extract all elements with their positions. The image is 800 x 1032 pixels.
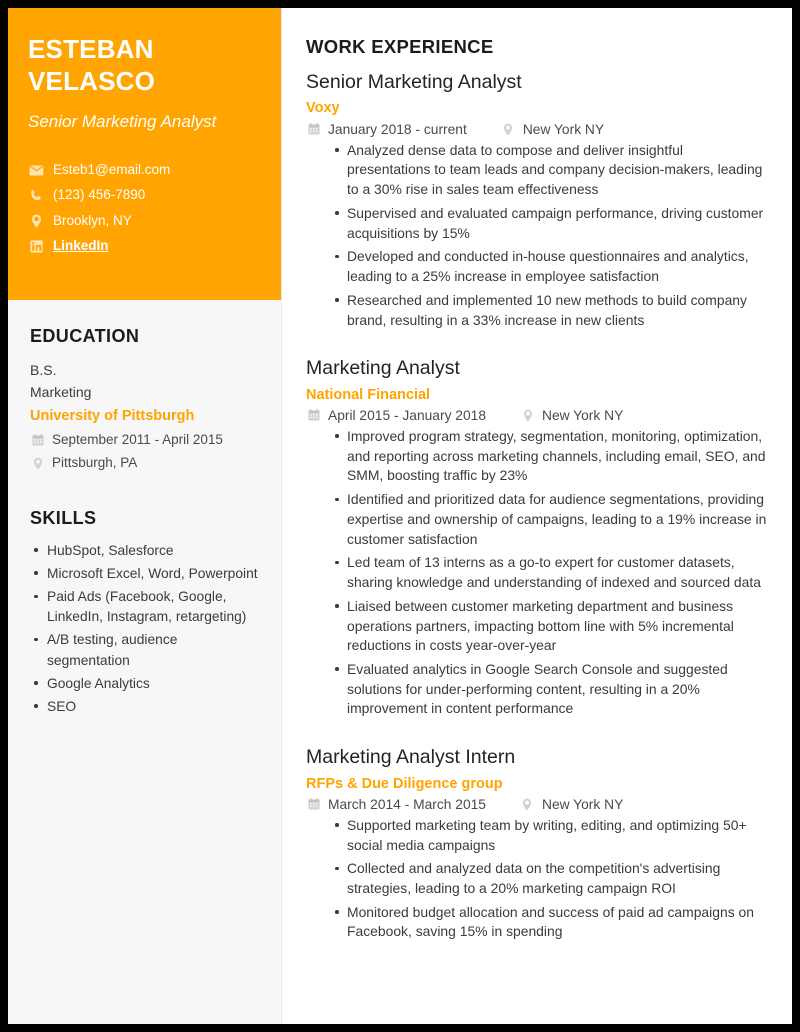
- job-location-text: New York NY: [522, 121, 605, 137]
- education-location-text: Pittsburgh, PA: [52, 454, 138, 470]
- candidate-name: ESTEBAN VELASCO: [28, 34, 156, 96]
- job-location: [501, 122, 604, 137]
- job-bullet: Liaised between customer marketing department and business operations partners, impacting bottom line with 5% incremental reductions in costs year-over-year: [332, 597, 770, 656]
- education-dates-text: September 2011 - April 2015: [52, 431, 223, 447]
- job-dates: [306, 122, 467, 137]
- calendar-icon: [306, 123, 321, 135]
- skill-item: A/B testing, audience segmentation: [30, 630, 261, 670]
- job-bullet: Supported marketing team by writing, editing, and optimizing 50+ social media campaigns: [332, 816, 770, 855]
- job-bullet-list: [306, 427, 770, 719]
- job-location: [520, 797, 623, 812]
- skill-item: Paid Ads (Facebook, Google, LinkedIn, Instagram, retargeting): [30, 587, 261, 627]
- contact-item-phone[interactable]: [28, 185, 261, 205]
- contact-linkedin-link[interactable]: LinkedIn: [53, 237, 109, 253]
- education-section: [30, 326, 261, 474]
- job-company: RFPs & Due Diligence group: [306, 775, 503, 792]
- education-heading: EDUCATION: [30, 326, 140, 346]
- location-pin-icon: [520, 409, 535, 422]
- education-degree: B.S.: [30, 362, 57, 378]
- contact-location-text: Brooklyn, NY: [53, 212, 132, 228]
- skill-item: Microsoft Excel, Word, Powerpoint: [30, 564, 261, 584]
- education-dates: [30, 430, 261, 451]
- job-company: National Financial: [306, 386, 431, 403]
- skill-item: HubSpot, Salesforce: [30, 541, 261, 561]
- skills-section: [30, 508, 261, 717]
- job-bullet: Led team of 13 interns as a go-to expert for customer datasets, sharing knowledge and understanding of indexed and sourced data: [332, 553, 770, 592]
- job-dates-text: April 2015 - January 2018: [328, 407, 486, 423]
- contact-item-email[interactable]: [28, 160, 261, 180]
- contact-item-location: [28, 211, 261, 231]
- job-dates: [306, 797, 486, 812]
- location-pin-icon: [501, 123, 516, 136]
- job-location-text: New York NY: [541, 796, 624, 812]
- skill-item: SEO: [30, 697, 261, 717]
- job-bullet-list: [306, 141, 770, 331]
- job-bullet: Collected and analyzed data on the competition's advertising strategies, leading to a 20% marketing campaign ROI: [332, 859, 770, 898]
- jobs-container: [306, 70, 770, 942]
- skills-list: [30, 541, 261, 717]
- job-bullet: Developed and conducted in-house questionnaires and analytics, leading to a 25% increase in employee satisfaction: [332, 247, 770, 286]
- job-company: Voxy: [306, 100, 340, 117]
- location-pin-icon: [520, 798, 535, 811]
- contact-list: [28, 160, 261, 256]
- phone-icon: [28, 189, 45, 202]
- skill-item: Google Analytics: [30, 674, 261, 694]
- job-entry: [306, 745, 770, 942]
- job-location-text: New York NY: [542, 407, 624, 423]
- job-meta: [306, 408, 770, 423]
- calendar-icon: [306, 409, 321, 421]
- sidebar: [8, 8, 282, 1024]
- job-meta: [306, 797, 770, 812]
- job-dates-text: March 2014 - March 2015: [328, 796, 486, 812]
- job-entry: [306, 70, 770, 330]
- envelope-icon: [28, 165, 45, 176]
- job-entry: [306, 356, 770, 719]
- job-bullet: Analyzed dense data to compose and deliver insightful presentations to team leads and company decision-makers, leading to a 30% rise in sales team effectiveness: [332, 141, 770, 200]
- education-school: University of Pittsburgh: [30, 407, 195, 424]
- job-location: [520, 408, 623, 423]
- job-meta: [306, 122, 770, 137]
- job-dates-text: January 2018 - current: [328, 121, 467, 137]
- job-dates: [306, 408, 486, 423]
- candidate-job-title: Senior Marketing Analyst: [28, 112, 217, 132]
- job-bullet: Identified and prioritized data for audience segmentations, providing expertise and ownership of campaigns, leading to a 19% increase in customer satisfaction: [332, 490, 770, 549]
- location-pin-icon: [28, 214, 45, 228]
- calendar-icon: [306, 798, 321, 810]
- work-experience-column: [282, 8, 792, 1024]
- contact-item-linkedin[interactable]: [28, 236, 261, 256]
- contact-phone-text: (123) 456-7890: [53, 187, 146, 203]
- resume-sheet: [8, 8, 792, 1024]
- contact-email-text: Esteb1@email.com: [53, 162, 171, 178]
- job-bullet: Supervised and evaluated campaign performance, driving customer acquisitions by 15%: [332, 204, 770, 243]
- job-role: Marketing Analyst Intern: [306, 746, 516, 769]
- linkedin-icon: [28, 240, 45, 253]
- job-bullet: Improved program strategy, segmentation, monitoring, optimization, and reporting across marketing channels, including email, SEO, and SMM, boosting traffic by 23%: [332, 427, 770, 486]
- location-pin-icon: [30, 457, 45, 470]
- education-location: [30, 453, 261, 474]
- calendar-icon: [30, 434, 45, 446]
- job-role: Senior Marketing Analyst: [306, 71, 522, 93]
- work-experience-heading: WORK EXPERIENCE: [306, 36, 494, 57]
- job-bullet: Evaluated analytics in Google Search Console and suggested solutions for under-performing content, resulting in a 20% improvement in content performance: [332, 660, 770, 719]
- job-bullet-list: [306, 816, 770, 942]
- job-role: Marketing Analyst: [306, 357, 460, 380]
- sidebar-header: [8, 8, 281, 300]
- skills-heading: SKILLS: [30, 507, 97, 528]
- job-bullet: Researched and implemented 10 new methods to build company brand, resulting in a 33% increase in new clients: [332, 291, 770, 330]
- sidebar-body: [8, 300, 281, 740]
- education-field: Marketing: [30, 384, 92, 401]
- job-bullet: Monitored budget allocation and success of paid ad campaigns on Facebook, saving 15% in spending: [332, 903, 770, 942]
